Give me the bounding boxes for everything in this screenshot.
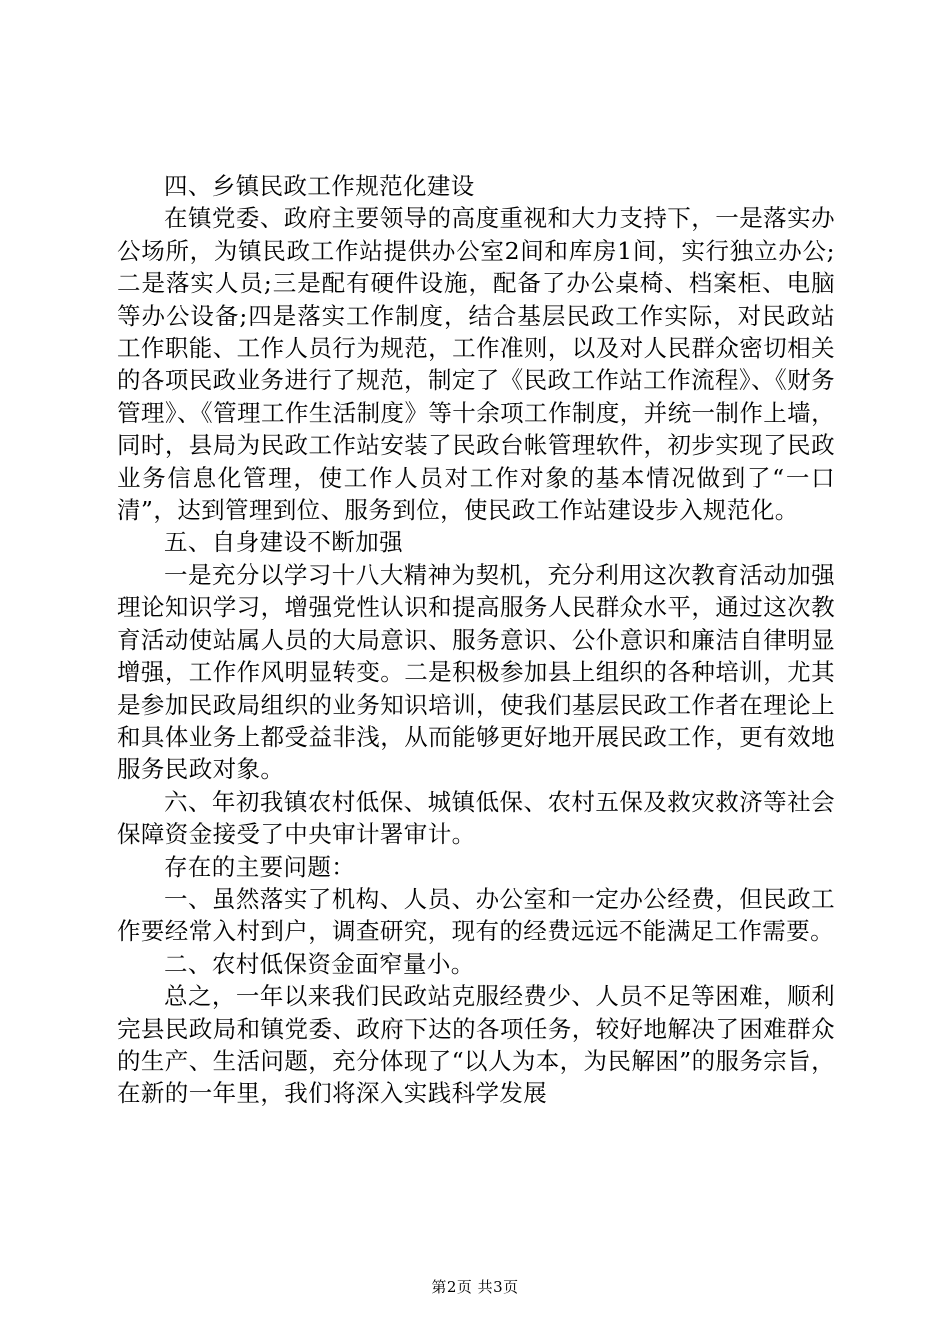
section-heading-four: 四、乡镇民政工作规范化建设 bbox=[164, 172, 475, 200]
page-number-footer: 第2页 共3页 bbox=[431, 1278, 519, 1296]
paragraph-audit: 六、年初我镇农村低保、城镇低保、农村五保及救灾救济等社会保障资金接受了中央审计署审计。 bbox=[117, 787, 835, 849]
problems-heading: 存在的主要问题： bbox=[164, 852, 356, 881]
section-heading-five: 五、自身建设不断加强 bbox=[164, 528, 403, 557]
paragraph-self-building: 一是充分以学习十八大精神为契机，充分利用这次教育活动加强理论知识学习，增强党性认识和提高服务人民群众水平，通过这次教育活动使站属人员的大局意识、服务意识、公仆意识和廉洁自律明显增强，工作作风明显转变。二是积极参加县上组织的各种培训，尤其是参加民政局组织的业务知识培训，使我们基层民政工作者在理论上和具体业务上都受益非浅，从而能够更好地开展民政工作，更有效地服务民政对象。 bbox=[117, 560, 835, 784]
problem-item-two: 二、农村低保资金面窄量小。 bbox=[164, 949, 475, 978]
paragraph-standardization: 在镇党委、政府主要领导的高度重视和大力支持下，一是落实办公场所，为镇民政工作站提供办公室2间和库房1间，实行独立办公;二是落实人员;三是配有硬件设施，配备了办公桌椅、档案柜、电脑等办公设备;四是落实工作制度，结合基层民政工作实际，对民政站工作职能、工作人员行为规范，工作准则，以及对人民群众密切相关的各项民政业务进行了规范，制定了《民政工作站工作流程》、《财务管理》、《管理工作生活制度》等十余项工作制度，并统一制作上墙，同时，县局为民政工作站安装了民政台帐管理软件，初步实现了民政业务信息化管理，使工作人员对工作对象的基本情况做到了“一口清”，达到管理到位、服务到位，使民政工作站建设步入规范化。 bbox=[117, 204, 835, 525]
problem-item-one: 一、虽然落实了机构、人员、办公室和一定办公经费，但民政工作要经常入村到户，调查研究，现有的经费远远不能满足工作需要。 bbox=[117, 884, 835, 946]
document-body bbox=[117, 170, 835, 1110]
paragraph-summary: 总之，一年以来我们民政站克服经费少、人员不足等困难，顺利完县民政局和镇党委、政府下达的各项任务，较好地解决了困难群众的生产、生活问题，充分体现了“以人为本，为民解困”的服务宗旨，在新的一年里，我们将深入实践科学发展 bbox=[117, 982, 835, 1108]
